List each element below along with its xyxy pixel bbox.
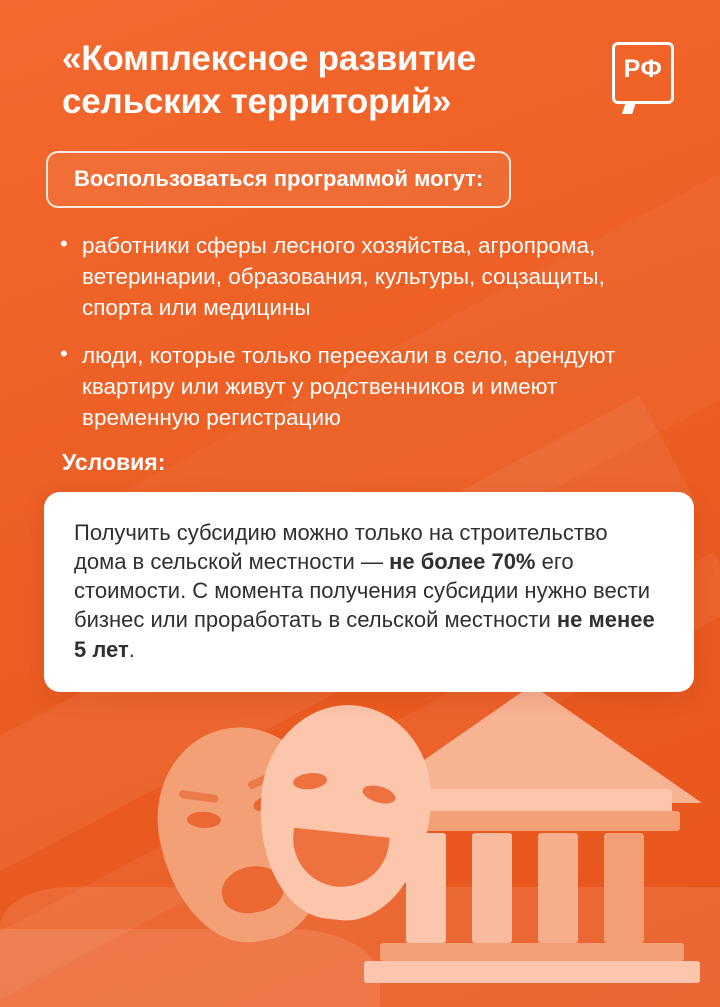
mask-mouth <box>288 828 389 892</box>
page-title: «Комплексное развитие сельских территорий» <box>62 39 476 121</box>
list-item: • люди, которые только переехали в село, арендуют квартиру или живут у родственников и имеют временную регистрацию <box>56 340 676 433</box>
mask-eye <box>292 771 327 790</box>
building-column <box>538 833 578 943</box>
header <box>0 0 720 123</box>
building-column <box>604 833 644 943</box>
building-column <box>472 833 512 943</box>
conditions-highlight-percent: не более 70% <box>389 548 536 574</box>
logo-label: РФ <box>623 54 663 83</box>
list-item: • работники сферы лесного хозяйства, агропрома, ветеринарии, образования, культуры, соцзащиты, спорта или медицины <box>56 230 676 323</box>
rf-logo-icon <box>612 42 674 104</box>
eligibility-list <box>56 230 676 432</box>
building-base-lower <box>364 961 700 983</box>
mask-eye <box>187 811 222 828</box>
conditions-text-part2: его стоимости. С момента получения субсидии нужно вести бизнес или проработать в сельской местности <box>74 548 651 633</box>
conditions-heading: Условия: <box>62 448 166 475</box>
conditions-text <box>74 518 664 664</box>
conditions-highlight-years: не менее 5 лет <box>74 607 655 662</box>
mask-brow <box>178 790 219 803</box>
eligibility-heading: Воспользоваться программой могут: <box>46 151 511 208</box>
conditions-text-part3: . <box>128 636 135 662</box>
theatre-masks-illustration <box>150 697 470 947</box>
conditions-card <box>44 492 694 692</box>
mask-eye <box>361 782 398 807</box>
conditions-text-part1: Получить субсидию можно только на строительство дома в сельской местности — <box>74 519 608 574</box>
